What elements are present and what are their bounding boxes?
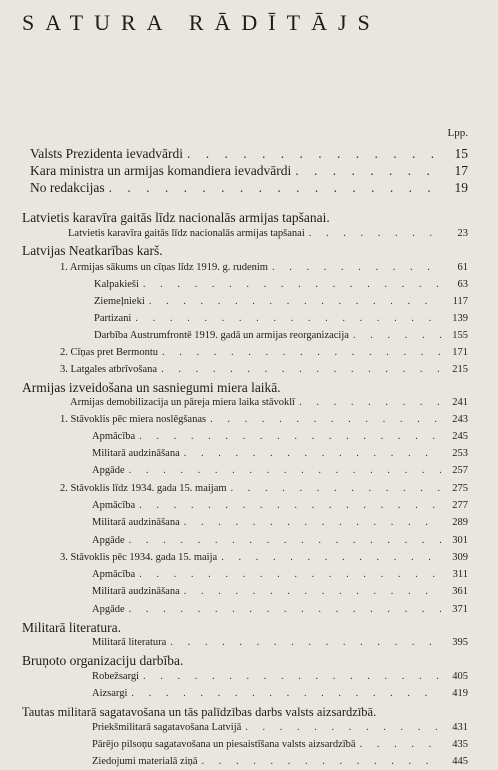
section-heading: Latvietis karavīra gaitās līdz nacionalās armijas tapšanai.	[22, 210, 330, 225]
toc-entry: Ziedojumi materialā ziņā . . . 445	[92, 756, 468, 767]
toc-entry: Apmācība . . . 311	[92, 569, 468, 580]
toc-entry: Apgāde . . . 301	[92, 535, 468, 546]
toc-entry: Valsts Prezidenta ievadvārdi . . . 15	[30, 146, 468, 162]
toc-entry: Apmācība . . . 277	[92, 500, 468, 511]
toc-entry: Apmācība . . . 245	[92, 431, 468, 442]
toc-entry: 3. Latgales atbrīvošana . . . 215	[60, 364, 468, 375]
section-heading: Armijas izveidošana un sasniegumi miera laikā.	[22, 380, 281, 395]
section-heading: Bruņoto organizaciju darbība.	[22, 653, 184, 668]
toc-entry: 1. Stāvoklis pēc miera noslēgšanas . . . 243	[60, 414, 468, 425]
toc-entry: No redakcijas . . . 19	[30, 180, 468, 196]
toc-entry: Latvietis karavīra gaitās līdz nacionalās armijas tapšanai . . . 23	[68, 228, 468, 239]
toc-entry: Militarā audzināšana . . . 253	[92, 448, 468, 459]
toc-entry: Partizani . . . 139	[94, 313, 468, 324]
toc-entry: Armijas demobilizacija un pāreja miera laika stāvoklī . . . 241	[70, 397, 468, 408]
toc-entry: Apgāde . . . 371	[92, 604, 468, 615]
section-heading: Latvijas Neatkarības karš.	[22, 243, 163, 258]
toc-entry: Kalpakieši . . . 63	[94, 279, 468, 290]
toc-entry: Ziemeļnieki . . . 117	[94, 296, 468, 307]
toc-entry: 2. Stāvoklis līdz 1934. gada 15. maijam . . . 275	[60, 483, 468, 494]
toc-entry: Robežsargi . . . 405	[92, 671, 468, 682]
toc-entry: Militarā literatura . . . 395	[92, 637, 468, 648]
toc-entry: Apgāde . . . 257	[92, 465, 468, 476]
toc-entry: Kara ministra un armijas komandiera ievadvārdi . . . 17	[30, 163, 468, 179]
toc-entry: Aizsargi . . . 419	[92, 688, 468, 699]
section-heading: Militarā literatura.	[22, 620, 121, 635]
toc-entry: Militarā audzināšana . . . 361	[92, 586, 468, 597]
toc-title: SATURA RĀDĪTĀJS	[22, 10, 381, 35]
toc-entry: Pārējo pilsoņu sagatavošana un piesaistīšana valsts aizsardzībā . . . 435	[92, 739, 468, 750]
section-heading: Tautas militarā sagatavošana un tās palīdzības darbs valsts aizsardzībā.	[22, 705, 377, 719]
toc-entry: 3. Stāvoklis pēc 1934. gada 15. maija . . . 309	[60, 552, 468, 563]
toc-entry: 1. Armijas sākums un cīņas līdz 1919. g. rudenim . . . 61	[60, 262, 468, 273]
toc-entry: Priekšmilitarā sagatavošana Latvijā . . . 431	[92, 722, 468, 733]
toc-entry: 2. Cīņas pret Bermontu . . . 171	[60, 347, 468, 358]
toc-entry: Militarā audzināšana . . . 289	[92, 517, 468, 528]
page-column-label: Lpp.	[447, 127, 468, 139]
toc-entry: Darbība Austrumfrontē 1919. gadā un armijas reorganizacija . . . 155	[94, 330, 468, 341]
